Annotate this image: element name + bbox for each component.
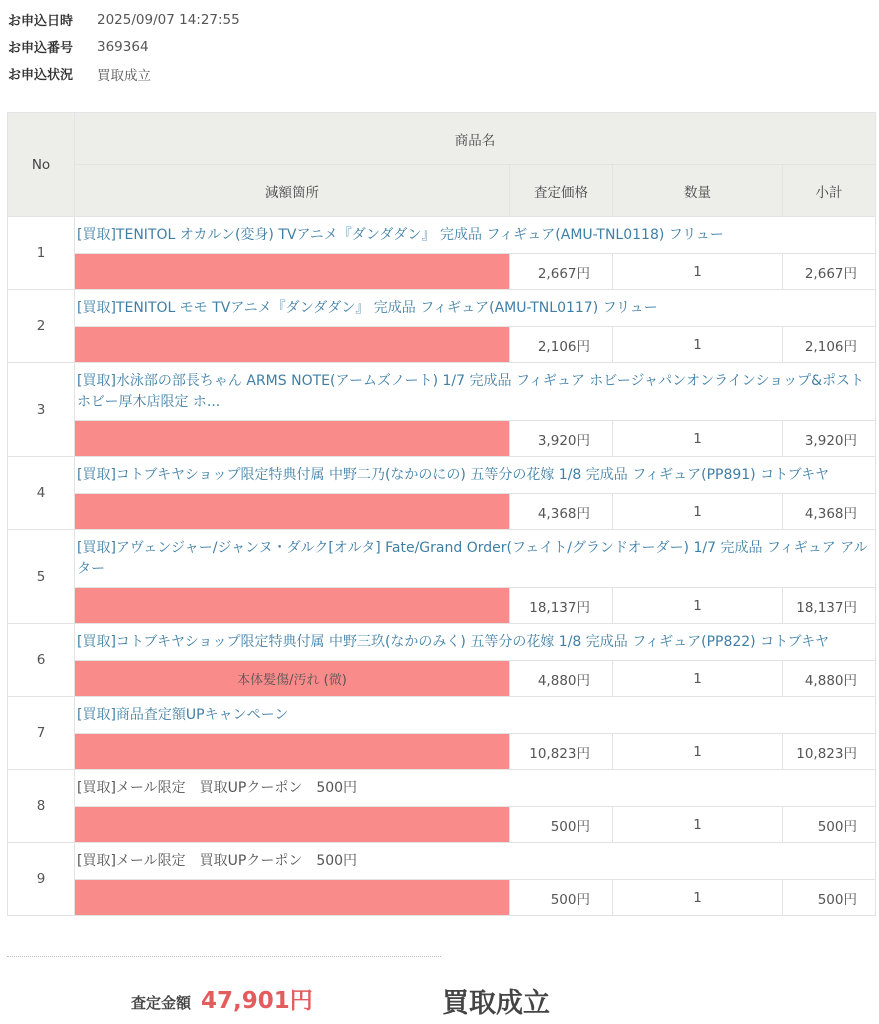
order-date-value: 2025/09/07 14:27:55 <box>97 11 240 28</box>
product-name: [買取]メール限定 買取UPクーポン 500円 <box>75 770 876 807</box>
table-row <box>8 217 876 254</box>
row-number: 6 <box>8 624 75 697</box>
product-name-link[interactable]: [買取]TENITOL オカルン(変身) TVアニメ『ダンダダン』 完成品 フィギュア(AMU-TNL0118) フリュー <box>75 217 876 254</box>
reduction-cell <box>75 494 510 530</box>
subtotal-cell: 500円 <box>783 807 876 843</box>
header-reduction: 減額箇所 <box>75 165 510 217</box>
subtotal-cell: 4,880円 <box>783 661 876 697</box>
row-number: 1 <box>8 217 75 290</box>
header-no: No <box>8 113 75 217</box>
row-number: 5 <box>8 530 75 624</box>
price-cell: 3,920円 <box>510 421 613 457</box>
table-row-detail <box>8 734 876 770</box>
price-cell: 2,667円 <box>510 254 613 290</box>
subtotal-cell: 10,823円 <box>783 734 876 770</box>
order-info <box>8 6 240 87</box>
table-row <box>8 530 876 588</box>
table-row-detail <box>8 254 876 290</box>
product-name-link[interactable]: [買取]コトブキヤショップ限定特典付属 中野二乃(なかのにの) 五等分の花嫁 1/8 完成品 フィギュア(PP891) コトブキヤ <box>75 457 876 494</box>
price-cell: 10,823円 <box>510 734 613 770</box>
price-cell: 4,368円 <box>510 494 613 530</box>
price-cell: 500円 <box>510 807 613 843</box>
purchase-status: 買取成立 <box>442 988 550 1019</box>
table-row-detail <box>8 421 876 457</box>
table-row-detail <box>8 807 876 843</box>
subtotal-cell: 18,137円 <box>783 588 876 624</box>
subtotal-cell: 2,667円 <box>783 254 876 290</box>
reduction-cell <box>75 807 510 843</box>
header-quantity: 数量 <box>613 165 783 217</box>
quantity-cell: 1 <box>613 494 783 530</box>
table-row <box>8 290 876 327</box>
order-status-value: 買取成立 <box>97 67 151 84</box>
quantity-cell: 1 <box>613 421 783 457</box>
order-number-row <box>8 33 240 60</box>
total-value: 47,901円 <box>201 988 313 1014</box>
order-number-value: 369364 <box>97 38 149 55</box>
row-number: 8 <box>8 770 75 843</box>
order-items-table <box>7 112 876 916</box>
quantity-cell: 1 <box>613 734 783 770</box>
price-cell: 18,137円 <box>510 588 613 624</box>
price-cell: 4,880円 <box>510 661 613 697</box>
subtotal-cell: 4,368円 <box>783 494 876 530</box>
subtotal-cell: 500円 <box>783 880 876 916</box>
table-row-detail <box>8 494 876 530</box>
product-name-link[interactable]: [買取]商品査定額UPキャンペーン <box>75 697 876 734</box>
reduction-cell <box>75 588 510 624</box>
table-row <box>8 457 876 494</box>
quantity-cell: 1 <box>613 880 783 916</box>
table-row <box>8 770 876 807</box>
product-name-link[interactable]: [買取]TENITOL モモ TVアニメ『ダンダダン』 完成品 フィギュア(AMU-TNL0117) フリュー <box>75 290 876 327</box>
order-date-row <box>8 6 240 33</box>
product-name: [買取]メール限定 買取UPクーポン 500円 <box>75 843 876 880</box>
row-number: 4 <box>8 457 75 530</box>
product-name-link[interactable]: [買取]アヴェンジャー/ジャンヌ・ダルク[オルタ] Fate/Grand Order(フェイト/グランドオーダー) 1/7 完成品 フィギュア アルター <box>75 530 876 588</box>
order-date-label: お申込日時 <box>8 14 74 29</box>
quantity-cell: 1 <box>613 661 783 697</box>
reduction-cell <box>75 880 510 916</box>
table-row <box>8 624 876 661</box>
divider <box>7 956 441 957</box>
header-price: 査定価格 <box>510 165 613 217</box>
table-row-detail <box>8 588 876 624</box>
reduction-cell <box>75 421 510 457</box>
total-label: 査定金額 <box>131 994 192 1012</box>
quantity-cell: 1 <box>613 327 783 363</box>
product-name-link[interactable]: [買取]コトブキヤショップ限定特典付属 中野三玖(なかのみく) 五等分の花嫁 1/8 完成品 フィギュア(PP822) コトブキヤ <box>75 624 876 661</box>
header-product-name: 商品名 <box>75 113 876 165</box>
table-row <box>8 843 876 880</box>
order-status-label: お申込状況 <box>8 68 74 83</box>
price-cell: 500円 <box>510 880 613 916</box>
product-name-link[interactable]: [買取]水泳部の部長ちゃん ARMS NOTE(アームズノート) 1/7 完成品 フィギュア ホビージャパンオンラインショップ&ポストホビー厚木店限定 ホ... <box>75 363 876 421</box>
reduction-cell <box>75 254 510 290</box>
table-row <box>8 363 876 421</box>
price-cell: 2,106円 <box>510 327 613 363</box>
row-number: 7 <box>8 697 75 770</box>
quantity-cell: 1 <box>613 588 783 624</box>
table-row <box>8 697 876 734</box>
reduction-cell <box>75 327 510 363</box>
reduction-cell <box>75 734 510 770</box>
table-row-detail <box>8 327 876 363</box>
table-row-detail <box>8 880 876 916</box>
order-status-row <box>8 60 240 87</box>
row-number: 3 <box>8 363 75 457</box>
subtotal-cell: 3,920円 <box>783 421 876 457</box>
subtotal-cell: 2,106円 <box>783 327 876 363</box>
quantity-cell: 1 <box>613 807 783 843</box>
assessment-total <box>131 982 313 1015</box>
header-subtotal: 小計 <box>783 165 876 217</box>
row-number: 9 <box>8 843 75 916</box>
reduction-cell: 本体髪傷/汚れ (微) <box>75 661 510 697</box>
quantity-cell: 1 <box>613 254 783 290</box>
order-number-label: お申込番号 <box>8 41 74 56</box>
row-number: 2 <box>8 290 75 363</box>
table-row-detail <box>8 661 876 697</box>
